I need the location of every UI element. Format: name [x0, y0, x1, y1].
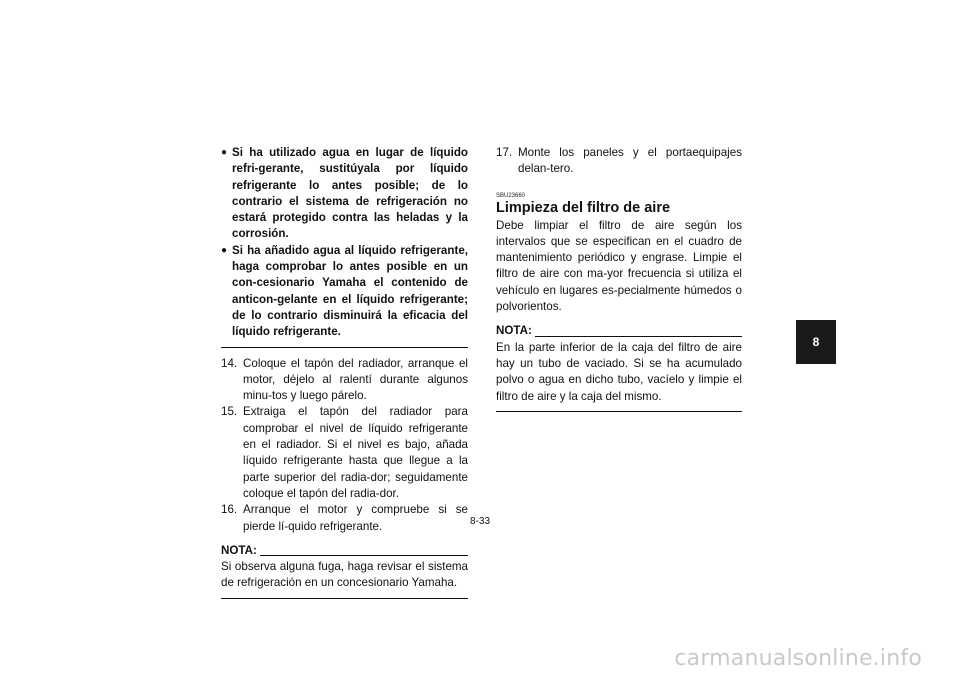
bullet-text: Si ha utilizado agua en lugar de líquido refri-gerante, sustitúyala por líquido refrigerante lo antes posible; de lo contrario el sistema de refrigeración no estará protegido contra las heladas y la corrosión.: [232, 146, 468, 241]
nota-text: Si observa alguna fuga, haga revisar el sistema de refrigeración en un concesionario Yamaha.: [221, 559, 468, 599]
step-item: [221, 356, 468, 405]
step-number: 14.: [221, 356, 238, 370]
step-item: [496, 145, 742, 178]
section-paragraph: Debe limpiar el filtro de aire según los intervalos que se especifican en el cuadro de mantenimiento periódico y engrase. Limpie el filtro de aire con ma-yor frecuencia si utiliza el vehículo en lugares es-pecialmente húmedos o polvorientos.: [496, 218, 742, 314]
bullet-item: [221, 243, 468, 341]
right-column: [496, 145, 742, 412]
nota-text: En la parte inferior de la caja del filtro de aire hay un tubo de vaciado. Si se ha acumulado polvo o agua en dicho tubo, vacíelo y limpie el filtro de aire y la caja del mismo.: [496, 340, 742, 412]
warning-bullet-list: [221, 145, 468, 348]
nota-label: NOTA:: [221, 543, 257, 557]
step-text: Arranque el motor y compruebe si se pierde lí-quido refrigerante.: [243, 503, 468, 533]
step-number: 16.: [221, 503, 238, 517]
watermark: carmanualsonline.info: [674, 646, 922, 671]
step-text: Extraiga el tapón del radiador para comprobar el nivel de líquido refrigerante en el radiador. Si el nivel es bajo, añada líquido refrigerante hasta que llegue a la parte superior del radia-dor; seguidamente coloque el tapón del radia-dor.: [243, 405, 468, 500]
section-heading: Limpieza del filtro de aire: [496, 199, 671, 216]
step-item: [221, 404, 468, 502]
nota-label: NOTA:: [496, 324, 532, 338]
nota-header: [496, 323, 742, 339]
page-number: 8-33: [469, 516, 490, 527]
section-code: SBU23660: [496, 192, 526, 199]
nota-header: [221, 543, 468, 559]
bullet-text: Si ha añadido agua al líquido refrigerante, haga comprobar lo antes posible en un con-cesionario Yamaha el contenido de anticon-gelante en el líquido refrigerante; de lo contrario disminuirá la eficacia del líquido refrigerante.: [232, 243, 468, 339]
chapter-tab: 8: [796, 320, 836, 364]
step-text: Coloque el tapón del radiador, arranque el motor, déjelo al ralentí durante algunos minu-tos y luego párelo.: [243, 356, 468, 403]
bullet-dot-icon: ●: [221, 147, 228, 158]
nota-rule: [260, 555, 468, 556]
bullet-dot-icon: ●: [221, 244, 228, 256]
bullet-item: [221, 145, 468, 243]
nota-rule: [535, 336, 742, 337]
left-column: [221, 145, 468, 599]
step-number: 15.: [221, 405, 238, 419]
step-number: 17.: [496, 146, 513, 159]
step-text: Monte los paneles y el portaequipajes delan-tero.: [518, 146, 742, 176]
